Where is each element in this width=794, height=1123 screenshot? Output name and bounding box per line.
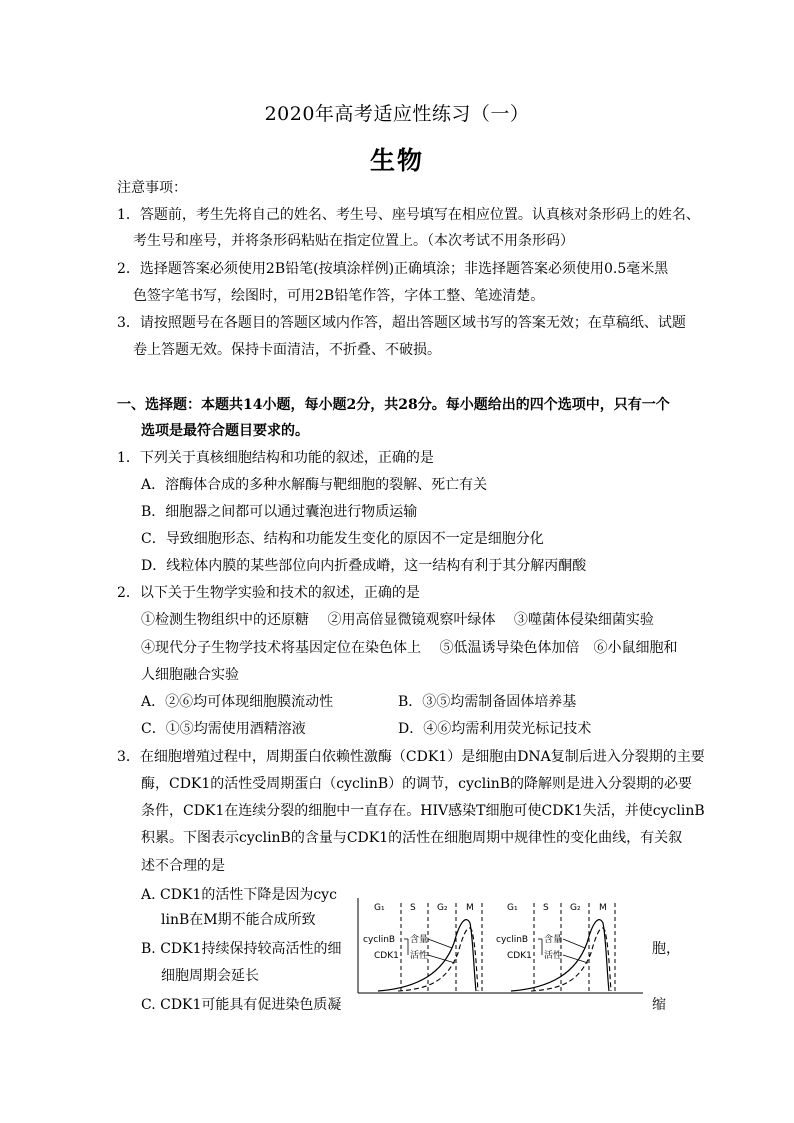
question-3-option-b-line-1: B. CDK1持续保持较高活性的细 <box>141 941 342 957</box>
question-1-option-d: D．线粒体内膜的某些部位向内折叠成嵴，这一结构有利于其分解丙酮酸 <box>141 558 587 574</box>
question-2-option-b: B．③⑤均需制备固体培养基 <box>398 694 577 710</box>
notice-heading: 注意事项： <box>117 180 187 196</box>
question-3-option-b-line-2: 细胞周期会延长 <box>161 968 259 984</box>
notice-item-3-line-1: 3．请按照题号在各题目的答题区域内作答，超出答题区域书写的答案无效；在草稿纸、试题 <box>117 315 686 331</box>
label-content: 含量 <box>544 935 563 945</box>
label-content: 含量 <box>410 935 429 945</box>
notice-item-3-line-2: 卷上答题无效。保持卡面清洁，不折叠、不破损。 <box>133 342 441 358</box>
cdk1-activity-curve <box>531 928 611 991</box>
question-2-items-line-3: 人细胞融合实验 <box>141 667 239 683</box>
phase-label-g2: G₂ <box>570 903 581 913</box>
question-2-items-line-1: ①检测生物组织中的还原糖 ②用高倍显微镜观察叶绿体 ③噬菌体侵染细菌实验 <box>141 612 654 628</box>
cell-cycle-figure <box>348 893 648 1003</box>
phase-label-g1: G₁ <box>507 903 518 913</box>
question-2-option-d: D．④⑥均需利用荧光标记技术 <box>398 721 592 737</box>
question-3-option-c-tail: 缩 <box>652 997 666 1013</box>
question-1-option-c: C．导致细胞形态、结构和功能发生变化的原因不一定是细胞分化 <box>141 531 544 547</box>
label-activity: 活性 <box>544 951 563 961</box>
question-3-stem-line-5: 述不合理的是 <box>141 858 225 874</box>
label-cyclinb: cyclinB <box>496 935 529 945</box>
question-1-option-a: A．溶酶体合成的多种水解酶与靶细胞的裂解、死亡有关 <box>141 477 488 493</box>
label-cyclinb: cyclinB <box>363 935 396 945</box>
question-3-option-b-tail: 胞， <box>652 941 680 957</box>
question-2-items-line-2: ④现代分子生物学技术将基因定位在染色体上 ⑤低温诱导染色体加倍 ⑥小鼠细胞和 <box>141 640 678 656</box>
leader-line <box>563 939 585 948</box>
phase-label-s: S <box>410 903 416 913</box>
notice-item-1-line-1: 1．答题前，考生先将自己的姓名、考生号、座号填写在相应位置。认真核对条形码上的姓名、 <box>117 207 700 223</box>
notice-item-2-line-2: 色签字笔书写，绘图时，可用2B铅笔作答，字体工整、笔迹清楚。 <box>133 288 545 304</box>
question-3-option-a-line-1: A. CDK1的活性下降是因为cyc <box>141 887 337 903</box>
subject-title: 生物 <box>369 146 424 175</box>
phase-label-s: S <box>543 903 549 913</box>
question-3-option-a-line-2: linB在M期不能合成所致 <box>161 912 316 928</box>
question-1-option-b: B．细胞器之间都可以通过囊泡进行物质运输 <box>141 504 418 520</box>
label-cdk1: CDK1 <box>374 951 399 961</box>
leader-line <box>428 955 455 963</box>
notice-item-1-line-2: 考生号和座号，并将条形码粘贴在指定位置上。（本次考试不用条形码） <box>133 233 574 249</box>
question-2-option-a: A．②⑥均可体现细胞膜流动性 <box>141 694 334 710</box>
phase-label-m: M <box>599 903 607 913</box>
section-heading-line-1: 一、选择题：本题共14小题，每小题2分，共28分。每小题给出的四个选项中，只有一个 <box>117 397 670 413</box>
question-3-stem-line-3: 条件，CDK1在连续分裂的细胞中一直存在。HIV感染T细胞可使CDK1失活，并使cyclinB <box>141 803 705 819</box>
phase-label-g2: G₂ <box>437 903 448 913</box>
label-activity: 活性 <box>410 951 429 961</box>
question-2-option-c: C．①⑤均需使用酒精溶液 <box>141 721 306 737</box>
phase-label-m: M <box>466 903 474 913</box>
question-3-option-c-line-1: C. CDK1可能具有促进染色质凝 <box>141 997 342 1013</box>
section-heading-line-2: 选项是最符合题目要求的。 <box>141 423 309 439</box>
question-2-stem: 2．以下关于生物学实验和技术的叙述，正确的是 <box>117 585 420 601</box>
label-cdk1: CDK1 <box>507 951 532 961</box>
notice-item-2-line-1: 2．选择题答案必须使用2B铅笔(按填涂样例)正确填涂；非选择题答案必须使用0.5毫米黑 <box>117 261 669 277</box>
question-1-stem: 1．下列关于真核细胞结构和功能的叙述，正确的是 <box>117 450 434 466</box>
phase-label-g1: G₁ <box>374 903 385 913</box>
exam-title: 2020年高考适应性练习（一） <box>264 103 530 125</box>
question-3-stem-line-1: 3．在细胞增殖过程中，周期蛋白依赖性激酶（CDK1）是细胞由DNA复制后进入分裂期的主要 <box>117 749 705 765</box>
leader-line <box>428 939 452 948</box>
leader-line <box>563 955 588 963</box>
question-3-stem-line-2: 酶，CDK1的活性受周期蛋白（cyclinB）的调节，cyclinB的降解则是进入分裂期的必要 <box>141 776 693 792</box>
question-3-stem-line-4: 积累。下图表示cyclinB的含量与CDK1的活性在细胞周期中规律性的变化曲线，有关叙 <box>141 830 683 846</box>
